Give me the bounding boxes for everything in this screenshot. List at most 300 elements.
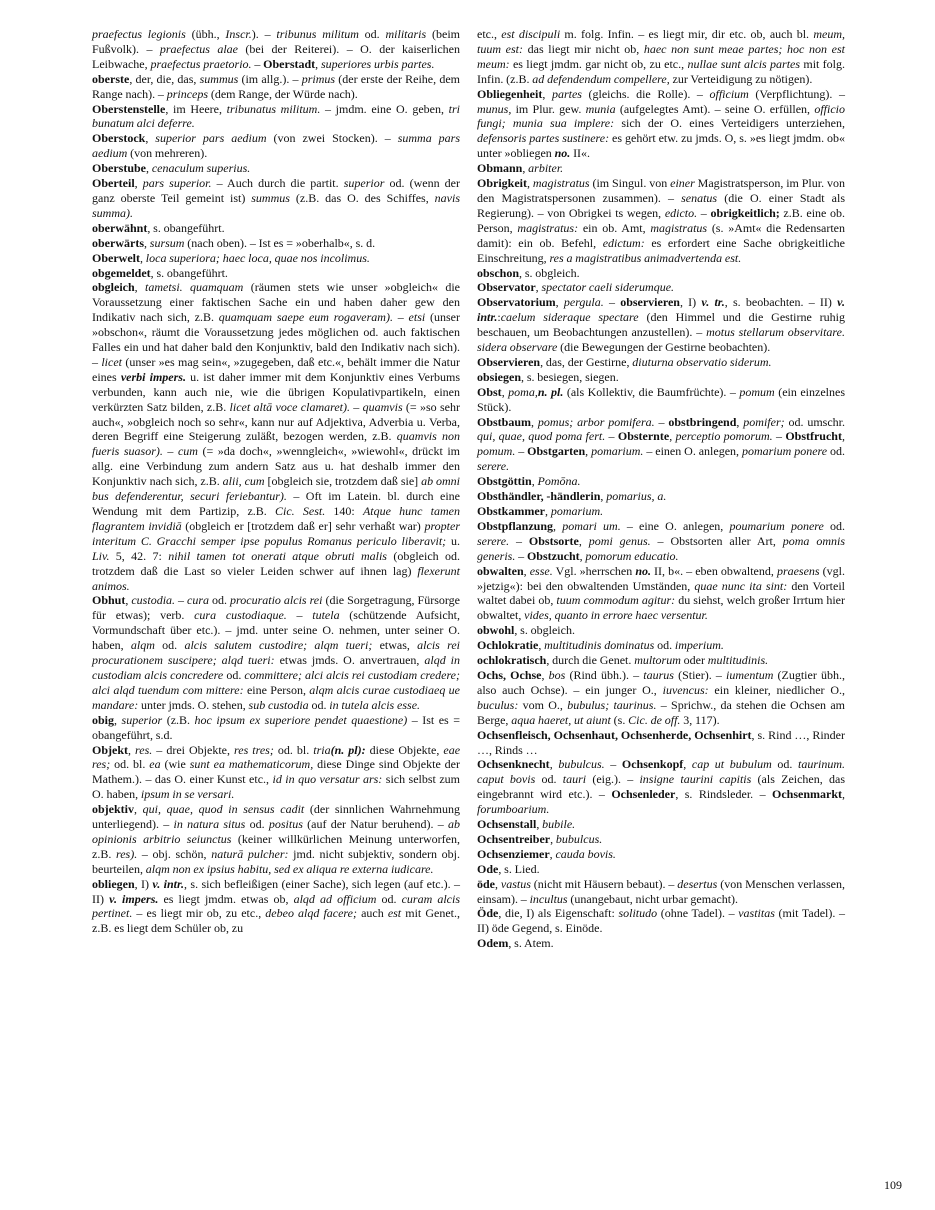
latin-term: in tutela alcis esse. [329,697,421,712]
text-run: , [145,131,156,146]
text-run: es erfordert eine Sache obrigkeitliche Einschreitung, [477,235,845,265]
headword: observieren [620,295,680,310]
headword: obig [92,712,115,727]
text-run: es liegt jmdm. gar nicht ob, zu etc., [509,56,688,71]
latin-term: haec non sunt meae partes; hoc non est meum: [477,41,845,71]
latin-term: munia [585,101,616,116]
dictionary-entry [477,504,845,519]
headword: Obsthändler, -händlerin [477,489,601,504]
latin-term: pomi genus. [588,533,651,548]
latin-term: militaris [385,27,427,41]
dictionary-entry [477,266,845,281]
latin-term: aqua haeret, ut aiunt [511,712,611,727]
headword: Obliegenheit [477,86,543,101]
latin-term: Cic. de off. [628,712,681,727]
dictionary-entry [477,832,845,847]
text-run: , [114,712,122,727]
text-run: diese Objekte, [365,742,444,757]
latin-term: tutela [312,608,340,623]
latin-term: sub custodia [248,697,309,712]
text-run: od. [823,518,846,533]
text-run: ein kleiner, niedlicher O., [708,682,845,697]
latin-term: flexerunt animos. [92,563,460,593]
text-run: du siehst, welch großer Irrtum hier obwaltet, [477,593,845,623]
latin-term: vides, quanto in errore haec versentur. [524,608,708,623]
grammar-label: (n. pl): [330,742,366,757]
text-run: , s. beobachten. – II) [724,295,838,310]
latin-term: superiores urbis partes. [320,56,435,71]
dictionary-entry [92,743,460,803]
headword: oberste [92,71,130,86]
latin-term: alqm non ex ipsius habitu, sed ex aliqua re externa iudicare. [145,861,434,876]
dictionary-entry [477,519,845,564]
latin-term: tria [313,742,331,757]
text-run: , [128,742,136,757]
latin-term: etsi [408,310,426,325]
headword: Obhut [92,593,126,608]
text-run: II«. [570,146,591,161]
text-run: – [251,56,264,71]
text-run: (nicht mit Häusern bebaut). – [530,876,678,891]
latin-term: tribunatus militum. [226,101,321,116]
text-run: eine Person, [243,682,310,697]
text-run: , s. Lied. [498,861,540,876]
latin-term: esse. [529,563,553,578]
text-run: , [555,295,564,310]
text-run: m. folg. Infin. – es liegt mir, dir etc. ob, auch bl. [560,27,814,41]
latin-term: defensoris partes sustinere: [477,131,610,146]
latin-term: alqm alcis curae custodiaeq ue mandare: [92,682,460,712]
latin-term: navis summa). [92,190,460,220]
text-run: – [286,608,313,623]
latin-term: imperium. [674,638,724,653]
text-run: (Stier). – [673,667,727,682]
latin-term: princeps [166,86,209,101]
headword: Obstbaum [477,414,532,429]
latin-term: magistratus: [517,220,579,235]
latin-term: alqd in custodiam alcis concredere [92,653,460,682]
latin-term: poma, [508,384,538,399]
headword: obwohl [477,623,515,638]
latin-term: quae nunc ita sint: [694,578,788,593]
text-run: es liegt jmdm. etwas ob, [158,891,294,906]
text-run: – [772,429,786,444]
text-run: den Vorteil waltet dabei ob, [477,578,845,608]
text-run: , [579,548,586,563]
latin-term: quamquam saepe eum rogaveram). [218,310,393,325]
latin-term: superior pars aedium [155,131,267,146]
text-run: , [600,489,607,504]
text-run: – [350,399,363,414]
headword: ochlokratisch [477,653,547,668]
text-run: – [162,444,178,459]
text-run: , I) [679,295,702,310]
latin-term: alcis rei procurationem suscipere; alqd tueri: [92,638,460,668]
latin-term: solitudo [618,906,658,921]
latin-term: pergula. [563,295,604,310]
headword: obstbringend [668,414,737,429]
latin-term: tri bunatum alci deferre. [92,101,461,131]
dictionary-entry [477,936,845,951]
latin-term: cauda bovis. [555,846,616,861]
text-run: etwas, [372,638,418,653]
text-run: (gleichs. die Rolle). – [581,86,710,101]
latin-term: perceptio pomorum. [675,429,773,444]
latin-term: eae res; [92,742,461,772]
text-run: (mit Tadel). – II) öde Gegend, s. Einöde. [477,906,846,936]
text-run: – Oft im Latein. bl. durch eine Wendung mit dem Partizip, z.B. [92,489,460,518]
text-run: (im Singul. von [589,176,671,191]
latin-term: in natura situs [173,817,246,832]
latin-term: res a magistratibus animadvertenda est. [549,250,742,265]
dictionary-entry [477,623,845,638]
latin-term: taurinum. caput bovis [477,757,846,787]
text-run: (wie [160,757,190,772]
grammar-label: n. pl. [537,384,564,399]
text-run: , [535,280,542,295]
headword: Ochsenknecht [477,757,550,772]
headword: Obstgöttin [477,474,532,489]
dictionary-entry [92,280,460,593]
latin-term: senatus [681,190,718,205]
headword: Öde [477,906,499,921]
text-run: vom O., [518,697,568,712]
text-run: auch [356,906,388,921]
headword: Oberwelt [92,250,140,265]
headword: Ochsenziemer [477,846,550,861]
latin-term: pomum. [477,444,516,459]
text-run: od. [245,817,269,832]
latin-term: quamvis non fueris suasor). [92,429,460,459]
left-column [92,27,460,951]
headword: obwalten [477,563,524,578]
text-run: od. [771,757,798,772]
latin-term: ab opinionis arbitrio seiunctus [92,817,460,846]
text-run: (= »da doch«, »wenngleich«, »wiewohl«, drückt im allg. eine Verbindung zum andern Satz aus u. hat deshalb immer den Konjunktiv nach sich, z.B. [92,444,461,489]
text-run: jmd. nicht subjektiv, sondern obj. beurteilen, [92,846,461,876]
text-run: , [536,817,543,832]
latin-term: qui, quae, quod poma fert. [477,429,606,444]
latin-term: Atque hunc tamen flagrantem invidiā [92,504,460,533]
latin-term: debeo alqd facere; [265,906,357,921]
text-run: , s. Atem. [508,936,554,951]
text-run: od. [376,891,402,906]
dictionary-entry [477,415,845,475]
latin-term: cap ut bubulum [691,757,772,772]
latin-term: insigne taurini capitis [639,772,752,787]
text-run: (unangebaut, nicht urbar gemacht). [567,891,739,906]
headword: Obmann [477,161,523,176]
latin-term: caelum sideraque spectare [500,310,639,325]
dictionary-entry [477,489,845,504]
latin-term: bubulcus. [555,831,603,846]
text-run: – [697,205,711,220]
dictionary-entry [477,385,845,415]
latin-term: forumboarium. [477,802,550,817]
text-run: 140: [325,504,363,518]
text-run: – [654,414,669,429]
text-run: – [515,444,528,459]
text-run: , [585,444,592,459]
latin-term: est [387,906,402,921]
text-run: od. [223,667,245,682]
text-run: , [549,757,559,772]
text-run: , [542,86,552,101]
text-run: od. umschr. [784,414,845,429]
text-run: (schützende Aufsicht, Vormundschaft über etc.). – jmd. unter seine O. nehmen, unter seiner O. haben, [92,608,460,653]
text-run: zur Verteidigung zu nötigen). [669,71,813,86]
latin-term: naturā pulcher: [211,846,289,861]
latin-term: tauri [562,772,587,787]
dictionary-entry [477,862,845,877]
text-run: oder [680,653,708,668]
text-run: od. [154,638,185,653]
text-run: u. ist daher immer mit dem Konjunktiv eines Verbums verbunden, kann auch nie, wie die übrigen Kopulativpartikeln, einen verkürzten Satz bilden, z.B. [92,369,460,414]
latin-term: partes [551,86,582,101]
text-run: – Sprichw., da stehen die Ochsen am Berge, [477,697,845,727]
latin-term: positus [268,817,303,832]
text-run: Vgl. »herrschen [552,563,636,578]
text-run: , s. sich befleißigen (einer Sache), sich legen (auf etc.). – II) [92,876,460,906]
text-run: od. bl. [110,757,150,772]
text-run: , [143,235,150,250]
headword: Obstzucht [526,548,580,563]
headword: Ochlokratie [477,638,539,653]
text-run: , s. besiegen, siegen. [521,369,619,384]
text-run: mit Genet., z.B. es liegt dem Schüler ob, zu [92,906,460,936]
text-run: – Obstsorten aller Art, [650,533,783,548]
dictionary-entry [92,251,460,266]
headword: obschon [477,265,520,280]
text-run: sich der O. eines Verteidigers unterziehen, [614,116,845,131]
text-run: (vgl. »jetzig«): bei den obwaltenden Umständen, [477,563,845,593]
text-run: – [604,757,622,772]
text-run: [obgleich sie, trotzdem daß sie] [264,474,422,489]
dictionary-entry [477,355,845,370]
latin-term: multitudinis dominatus [544,638,655,653]
text-run: (s. [610,712,629,727]
latin-term: bos [548,667,566,682]
latin-term: tuum commodum agitur: [556,593,676,608]
text-run: , durch die Genet. [546,653,635,668]
text-run: das liegt mir nicht ob, [522,41,644,56]
latin-term: cura custodiaque. [194,608,287,623]
headword: Ochsenmarkt [772,787,842,802]
text-run: (die Sorgetragung, Fürsorge für etwas); verb. [92,593,460,623]
text-run: , [550,831,556,846]
latin-term: alii, cum [222,474,265,489]
headword: Obstgarten [527,444,586,459]
text-run: (dem Range, der Würde nach). [208,86,358,101]
text-run: z.B. eine ob. Person, [477,205,846,235]
latin-term: alqm [130,638,155,653]
latin-term: summa pars aedium [92,131,460,161]
latin-term: poma omnis generis. [477,533,845,563]
text-run: ). – [251,27,277,41]
latin-term: superior [121,712,163,727]
dictionary-entry [92,102,460,132]
dictionary-entry [477,728,845,758]
text-run: , I) [134,876,153,891]
text-run: od. [358,27,386,41]
headword: obgleich [92,280,135,295]
latin-term: custodia. [131,593,176,608]
text-run: (beim Fußvolk). – [92,27,460,56]
latin-term: summus [251,190,290,205]
dictionary-entry [92,593,460,712]
latin-term: alqd ad officium [293,891,377,906]
text-run: , s. Rindsleder. – [675,787,772,802]
latin-term: ea [149,757,161,772]
text-run: (aufgelegtes Amt). – seine O. erfüllen, [615,101,815,116]
latin-term: multitudinis. [707,653,769,668]
latin-term: bubulcus. [558,757,605,772]
latin-term: einer [670,176,695,191]
latin-term: pomifer; [743,414,785,429]
text-run: (der erste der Reihe, dem Range nach). – [92,71,460,101]
latin-term: nihil tamen tot onerati atque obruti malis [168,548,387,563]
headword: oberwähnt [92,220,148,235]
text-run: etwas jmds. O. anvertrauen, [274,653,425,668]
text-run: , die, I) als Eigenschaft: [498,906,619,921]
text-run: mit folg. Infin. (z.B. [477,56,846,86]
text-run: , [842,787,845,802]
latin-term: res). [116,846,138,861]
grammar-label: v. impers. [109,891,159,906]
text-run: (von zwei Stocken). – [266,131,398,146]
latin-term: Pomōna. [537,474,581,489]
dictionary-entry [477,474,845,489]
text-run: – Auch durch die partit. [211,176,344,191]
latin-term: summus [199,71,239,86]
latin-term: res tres; [234,742,274,757]
dictionary-entry [92,176,460,221]
text-run: od. (wenn der ganz oberste Teil gemeint ist) [92,176,460,205]
latin-term: bubile. [542,817,576,832]
headword: Odem [477,936,509,951]
text-run: (der sinnlichen Wahrnehmung unterliegend). – [92,802,460,832]
latin-term: loca superiora; haec loca, quae nos incolimus. [145,250,370,265]
text-run: , das, der Gestirne, [540,354,633,369]
text-run: – [603,295,621,310]
text-run: , [527,176,533,191]
text-run: , [522,161,529,176]
dictionary-entry [477,638,845,653]
latin-term: nullae sunt alcis partes [687,56,801,71]
dictionary-entry [92,713,460,743]
headword: obgemeldet [92,265,151,280]
latin-term: est discipuli [501,27,561,41]
latin-term: ab omni bus defenderentur, securi feriebantur). [92,474,460,504]
dictionary-entry [92,131,460,161]
latin-term: vastitas [738,906,775,921]
text-run: , [125,593,132,608]
dictionary-entry [92,877,460,937]
grammar-label: no. [635,563,651,578]
text-run: diese Dinge sind Objekte der Mathem.). – das O. einer Kunst etc., [92,757,461,787]
dictionary-entry [477,161,845,176]
latin-term: meum, tuum est: [477,27,845,56]
dictionary-entry [477,87,845,162]
text-run: (z.B. das O. des Schiffes, [289,190,435,205]
latin-term: serere. [477,459,510,474]
headword: objektiv [92,802,134,817]
text-run: , [541,667,549,682]
latin-term: pomorum educatio. [585,548,679,563]
dictionary-entry [477,757,845,817]
text-run: , [495,876,501,891]
text-run: , [841,429,845,444]
text-run: 3, 117). [680,712,720,727]
dictionary-entry [92,266,460,281]
text-run: , [134,802,143,817]
dictionary-entry [477,280,845,295]
text-run: – eine O. anlegen, [620,518,730,533]
headword: Oberstock [92,131,146,146]
text-run: (die O. einer Stadt als Regierung). – von Obrigkei ts wegen, [477,190,845,220]
text-run: 5, 42. 7: [109,548,169,563]
latin-term: buculus: [477,697,519,712]
latin-term: Cic. Sest. [275,504,326,518]
latin-term: iumentum [726,667,774,682]
latin-term: qui, quae, quod in sensus cadit [142,802,305,817]
text-run: (räumen stets wie unser »obgleich« die Voraussetzung einer faktischen Sache ein und haben daher gew den Indikativ nach sich, z.B. [92,280,460,325]
latin-term: pomum [739,384,775,399]
latin-term: diuturna observatio siderum. [632,354,772,369]
text-run: – einen O. anlegen, [643,444,742,459]
text-run: , s. obgleich. [514,623,575,638]
text-run: , [501,384,509,399]
text-run: ein ob. Amt, [578,220,651,235]
dictionary-entry [92,27,460,72]
text-run: (ein einzelnes Stück). [477,384,845,414]
grammar-label: no. [554,146,571,161]
latin-term: id in quo versatur ars: [272,772,383,787]
text-run: , [315,56,321,71]
text-run: – [175,593,188,608]
text-run: (Zugtier übh., also auch Ochse). – ein junger O., [477,667,845,697]
text-run: , s. Rind …, Rinder …, Rinds … [477,727,845,757]
text-run: (Verpflichtung). – [748,86,845,101]
dictionary-entry [477,906,845,936]
text-run: , [139,250,146,265]
headword: Obst [477,384,502,399]
latin-term: multorum [634,653,681,668]
grammar-label: verbi impers. [120,369,186,384]
latin-term: committere; alci alcis rei custodiam credere; alci alqd tuendum com mittere: [92,667,460,697]
dictionary-entry [477,877,845,907]
headword: Obstkammer [477,504,545,518]
page-number: 109 [884,1178,902,1192]
grammar-label: v. intr. [152,876,185,891]
latin-term: licet [101,354,122,369]
text-run: , [531,414,538,429]
text-run: , [523,563,530,578]
text-run: od. [535,772,563,787]
headword: Obstpflanzung [477,518,554,533]
text-run: , [549,846,556,861]
latin-term: ipsum in se versari. [140,787,235,802]
text-run: , s. obgleich. [519,265,580,280]
latin-term: praefectus alae [159,41,238,56]
dictionary-entry [477,27,845,87]
latin-term: poumarium ponere [729,518,824,533]
text-run: , [669,429,676,444]
headword: Oberstube [92,161,146,176]
text-run: , [531,474,538,489]
latin-term: pomarium. [591,444,644,459]
headword: Oberstadt [263,56,316,71]
